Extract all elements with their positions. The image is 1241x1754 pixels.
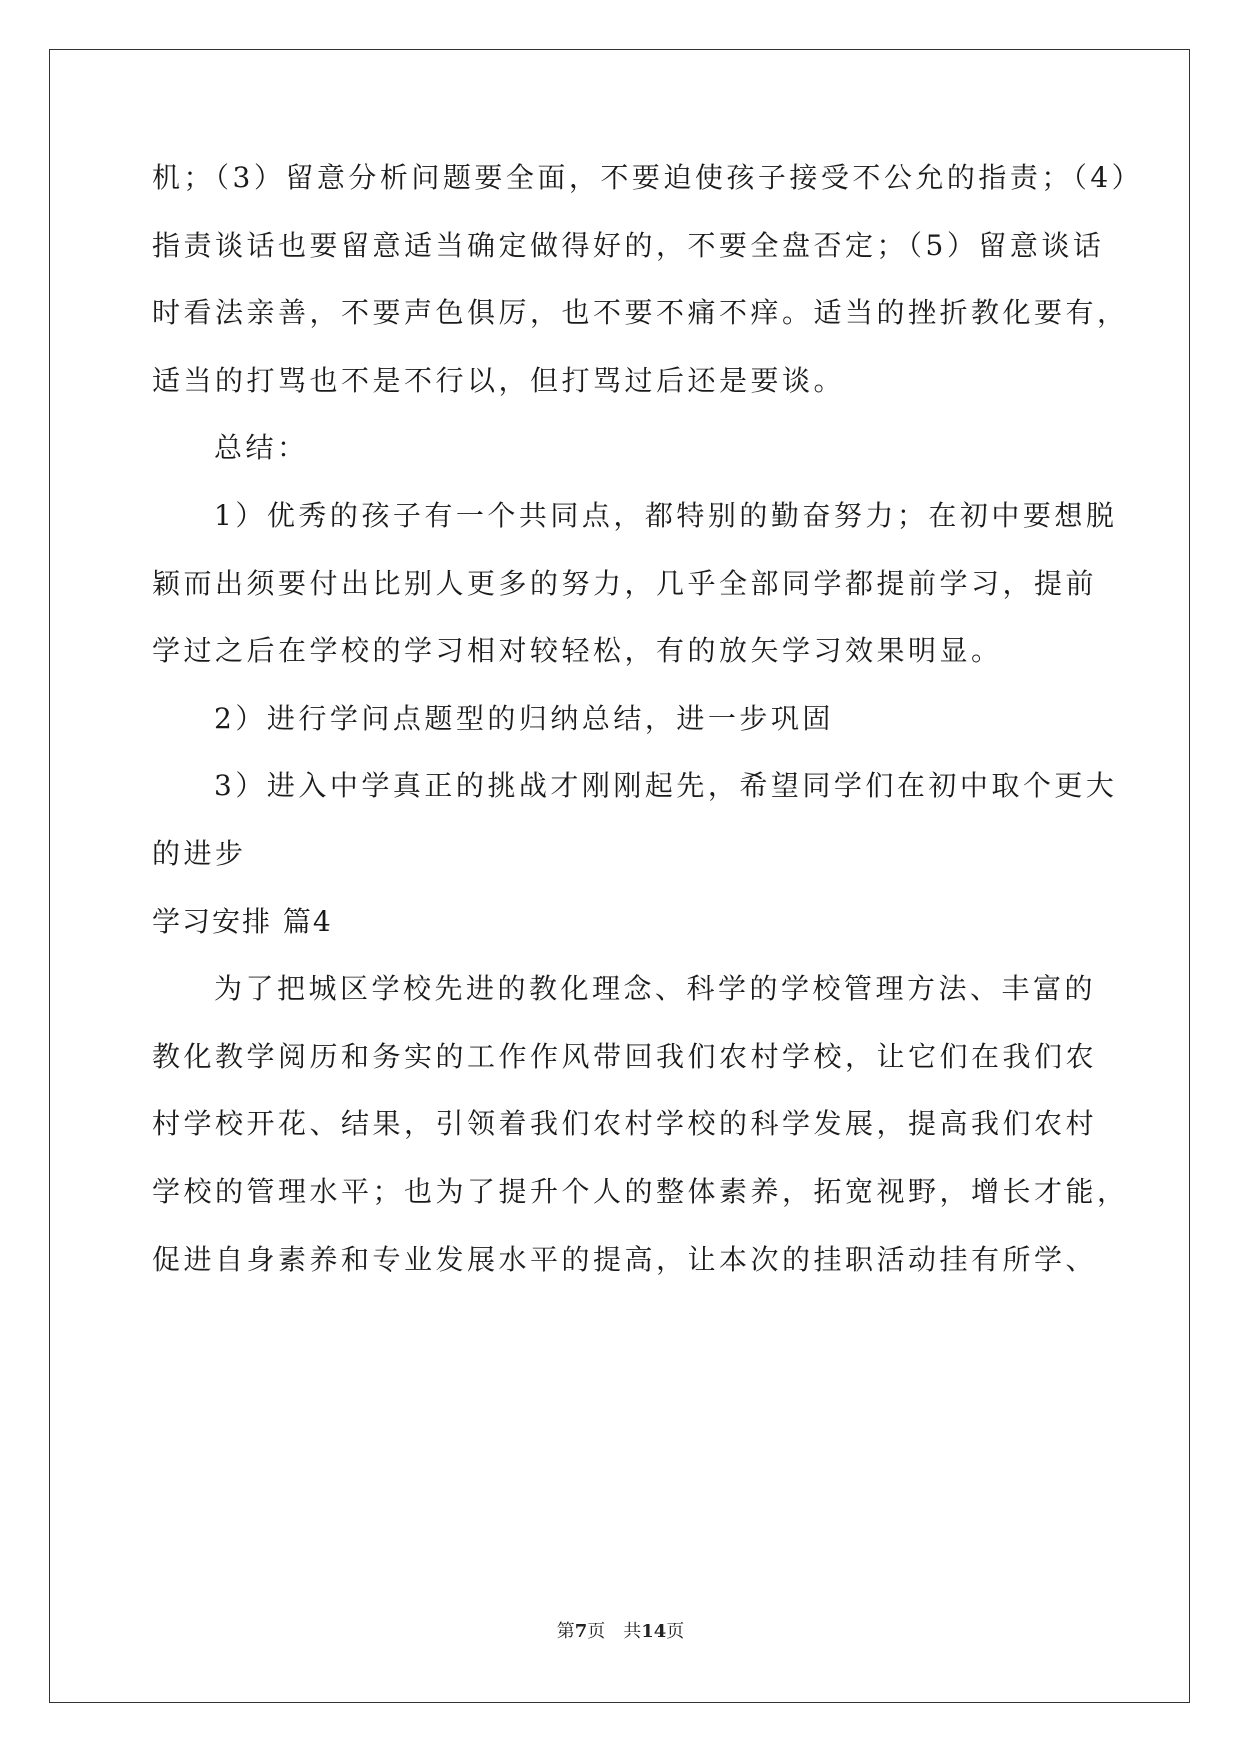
total-page-count: 14	[641, 1621, 667, 1642]
footer-mid: 页 共	[587, 1621, 642, 1642]
summary-label: 总结：	[214, 431, 309, 465]
paragraph-line: 教化教学阅历和务实的工作作风带回我们农村学校，让它们在我们农	[152, 1039, 1098, 1073]
paragraph-line: 3）进入中学真正的挑战才刚刚起先，希望同学们在初中取个更大	[214, 769, 1118, 803]
paragraph-line: 2）进行学问点题型的归纳总结，进一步巩固	[214, 701, 834, 735]
current-page-number: 7	[574, 1621, 588, 1642]
footer-suffix: 页	[666, 1621, 685, 1642]
paragraph-line: 机；（3）留意分析问题要全面，不要迫使孩子接受不公允的指责；（4）	[152, 161, 1144, 194]
page-number-footer	[0, 1622, 1241, 1642]
paragraph-line: 时看法亲善，不要声色俱厉，也不要不痛不痒。适当的挫折教化要有，	[152, 296, 1129, 330]
paragraph-line: 为了把城区学校先进的教化理念、科学的学校管理方法、丰富的	[214, 972, 1097, 1006]
footer-prefix: 第	[556, 1621, 575, 1642]
paragraph-line: 1）优秀的孩子有一个共同点，都特别的勤奋努力；在初中要想脱	[214, 498, 1118, 532]
paragraph-line: 适当的打骂也不是不行以，但打骂过后还是要谈。	[152, 363, 846, 397]
paragraph-line: 指责谈话也要留意适当确定做得好的，不要全盘否定；（5）留意谈话	[152, 228, 1105, 262]
paragraph-line: 学校的管理水平；也为了提升个人的整体素养，拓宽视野，增长才能，	[152, 1174, 1129, 1208]
paragraph-line: 颖而出须要付出比别人更多的努力，几乎全部同学都提前学习，提前	[152, 566, 1098, 600]
document-body	[152, 161, 1144, 1312]
section-heading: 学习安排 篇4	[152, 904, 333, 938]
paragraph-line: 促进自身素养和专业发展水平的提高，让本次的挂职活动挂有所学、	[152, 1242, 1098, 1276]
paragraph-line: 的进步	[152, 836, 247, 870]
paragraph-line: 村学校开花、结果，引领着我们农村学校的科学发展，提高我们农村	[152, 1107, 1098, 1141]
paragraph-line: 学过之后在学校的学习相对较轻松，有的放矢学习效果明显。	[152, 634, 1003, 668]
